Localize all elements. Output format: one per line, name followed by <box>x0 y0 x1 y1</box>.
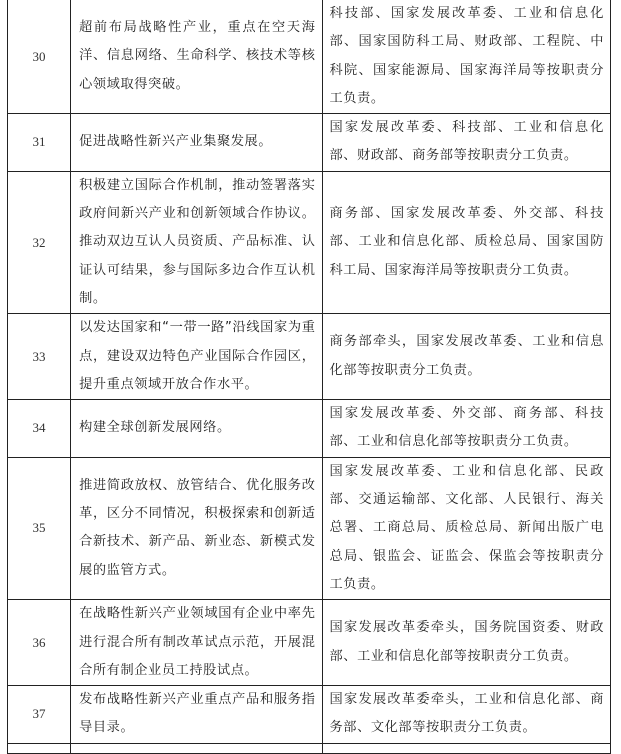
table-row-partial <box>8 743 611 753</box>
task-description <box>71 171 322 313</box>
departments-text: 科技部、国家发展改革委、工业和信息化部、国家国防科工局、财政部、工程院、中科院、国家能源局、国家海洋局等按职责分工负责。 <box>329 6 604 106</box>
row-number: 31 <box>8 114 71 172</box>
departments-text: 国家发展改革委、工业和信息化部、民政部、交通运输部、文化部、人民银行、海关总署、工商总局、质检总局、新闻出版广电总局、银监会、证监会、保监会等按职责分工负责。 <box>329 463 604 592</box>
table-row <box>8 171 611 313</box>
row-number: 34 <box>8 400 71 458</box>
row-number: 33 <box>8 314 71 400</box>
row-number: 36 <box>8 600 71 686</box>
departments-text: 商务部牵头，国家发展改革委、工业和信息化部等按职责分工负责。 <box>329 334 604 378</box>
row-number: 32 <box>8 171 71 313</box>
task-text: 促进战略性新兴产业集聚发展。 <box>79 134 273 150</box>
responsible-departments <box>322 400 611 458</box>
task-description <box>71 314 322 400</box>
responsible-departments-empty <box>322 743 611 753</box>
row-number: 30 <box>8 0 71 114</box>
task-text: 推进简政放权、放管结合、优化服务改革，区分不同情况，积极探索和创新适合新技术、新产品、新业态、新模式发展的监管方式。 <box>79 477 316 578</box>
table-row <box>8 400 611 458</box>
departments-text: 国家发展改革委、科技部、工业和信息化部、财政部、商务部等按职责分工负责。 <box>329 120 604 164</box>
task-description <box>71 114 322 172</box>
table-row <box>8 114 611 172</box>
departments-text: 国家发展改革委、外交部、商务部、科技部、工业和信息化部等按职责分工负责。 <box>329 406 604 450</box>
task-text: 超前布局战略性产业，重点在空天海洋、信息网络、生命科学、核技术等核心领域取得突破。 <box>79 20 316 92</box>
table-row <box>8 600 611 686</box>
task-assignment-table <box>7 0 611 754</box>
departments-text: 国家发展改革委牵头，工业和信息化部、商务部、文化部等按职责分工负责。 <box>329 692 604 736</box>
table-row <box>8 686 611 744</box>
table-row <box>8 314 611 400</box>
responsible-departments <box>322 114 611 172</box>
table-row <box>8 0 611 114</box>
departments-text: 商务部、国家发展改革委、外交部、科技部、工业和信息化部、质检总局、国家国防科工局、国家海洋局等按职责分工负责。 <box>329 206 604 278</box>
task-text: 发布战略性新兴产业重点产品和服务指导目录。 <box>79 692 316 736</box>
departments-text: 国家发展改革委牵头，国务院国资委、财政部、工业和信息化部等按职责分工负责。 <box>329 620 604 664</box>
task-description <box>71 686 322 744</box>
responsible-departments <box>322 600 611 686</box>
responsible-departments <box>322 457 611 599</box>
responsible-departments <box>322 686 611 744</box>
row-number: 35 <box>8 457 71 599</box>
task-description <box>71 457 322 599</box>
task-text: 构建全球创新发展网络。 <box>79 420 231 436</box>
task-description <box>71 400 322 458</box>
task-description-empty <box>71 743 322 753</box>
row-number: 37 <box>8 686 71 744</box>
responsible-departments <box>322 0 611 114</box>
table-row <box>8 457 611 599</box>
task-description <box>71 600 322 686</box>
task-text: 积极建立国际合作机制，推动签署落实政府间新兴产业和创新领域合作协议。推动双边互认人员资质、产品标准、认证认可结果，参与国际多边合作互认机制。 <box>79 177 316 306</box>
responsible-departments <box>322 314 611 400</box>
row-number-empty <box>8 743 71 753</box>
task-text: 在战略性新兴产业领域国有企业中率先进行混合所有制改革试点示范，开展混合所有制企业员工持股试点。 <box>79 606 316 678</box>
task-description <box>71 0 322 114</box>
responsible-departments <box>322 171 611 313</box>
task-text: 以发达国家和“一带一路”沿线国家为重点，建设双边特色产业国际合作园区，提升重点领域开放合作水平。 <box>79 320 316 392</box>
